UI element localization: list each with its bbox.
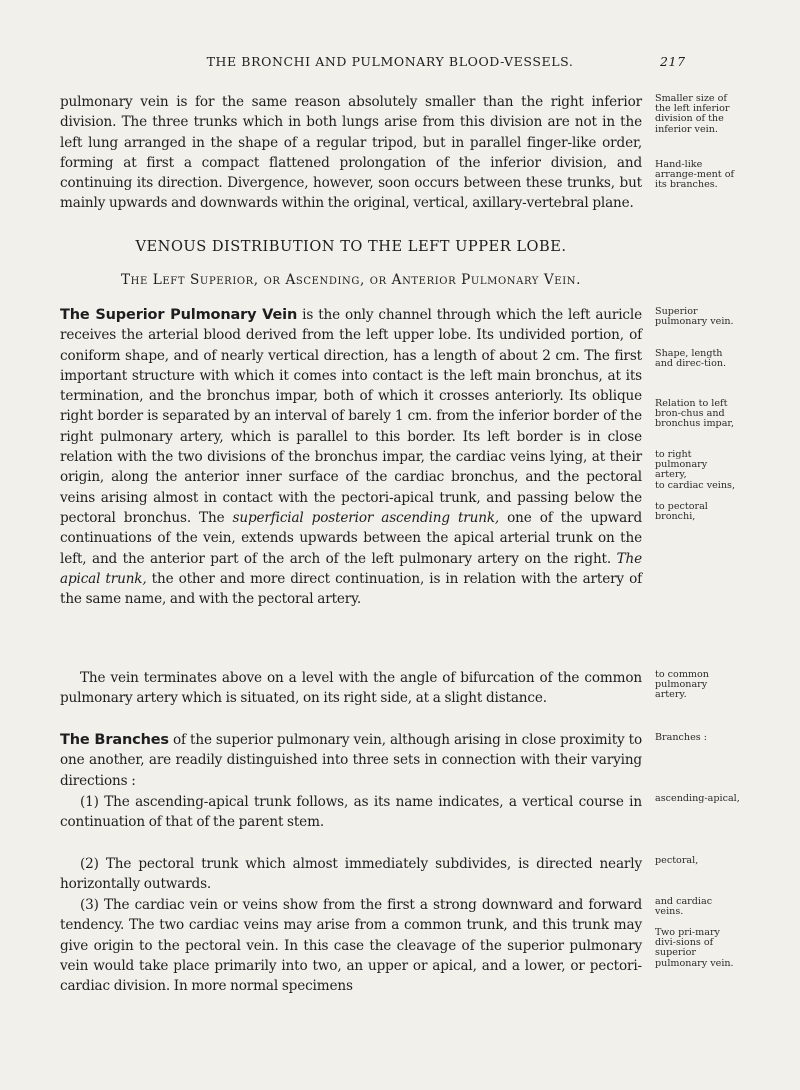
margin-note: to pectoral bronchi, xyxy=(655,501,708,523)
margin-note: to right pulmonary artery, xyxy=(655,449,708,481)
margin-note: ascending-apical, xyxy=(655,793,740,804)
section-heading: VENOUS DISTRIBUTION TO THE LEFT UPPER LOBE. xyxy=(135,238,567,255)
paragraph-lead: The Branches xyxy=(60,732,169,748)
paragraph-text: of the superior pulmonary vein, although arising in close proximity to one another, are readily distinguished into three sets in connection with their varying directions : xyxy=(60,732,642,789)
paragraph-branches xyxy=(60,730,642,791)
paragraph-text: is the only channel through which the left auricle receives the arterial blood derived from the left upper lobe. Its undivided portion, of coniform shape, and of nearly vertical direction, has a length of about 2 cm. The first important structure with which it comes into contact is the left main bronchus, at its termination, and the bronchus impar, both of which it crosses anteriorly. Its oblique right border is separated by an interval of barely 1 cm. from the inferior border of the right pulmonary artery, which is parallel to this border. Its left border is in close relation with the two divisions of the bronchus impar, the cardiac veins lying, at their origin, along the anterior inner surface of the cardiac bronchus, and the pectoral veins arising almost in contact with the pectori-apical trunk, and passing below the pectoral bronchus. The xyxy=(60,307,642,526)
italic-term: superficial posterior ascending trunk, xyxy=(232,509,500,526)
margin-note: Superior pulmonary vein. xyxy=(655,306,734,328)
page-number: 217 xyxy=(660,54,686,69)
margin-note: Shape, length and direc-tion. xyxy=(655,348,727,370)
margin-note: to common pulmonary artery. xyxy=(655,669,709,701)
margin-note: Hand-like arrange-ment of its branches. xyxy=(655,159,735,191)
margin-note: Branches : xyxy=(655,732,707,743)
margin-note: Smaller size of the left inferior division of the inferior vein. xyxy=(655,93,730,135)
paragraph-lead: The Superior Pulmonary Vein xyxy=(60,307,298,323)
italic-term: The apical trunk, xyxy=(60,550,642,587)
intro-paragraph: pulmonary vein is for the same reason absolutely smaller than the right inferior division. The three trunks which in both lungs arise from this division are not in the left lung arranged in the shape of a regular tripod, but in parallel finger-like order, forming at first a compact flattened prolongation of the inferior division, and continuing its direction. Divergence, however, soon occurs between these trunks, but mainly upwards and downwards within the original, vertical, axillary-vertebral plane. xyxy=(60,94,642,212)
margin-note: and cardiac veins. xyxy=(655,896,713,918)
margin-note: Two pri-mary divi-sions of superior pulmonary vein. xyxy=(655,927,734,969)
margin-note: to cardiac veins, xyxy=(655,480,736,491)
list-item: (1) The ascending-apical trunk follows, as its name indicates, a vertical course in continuation of that of the parent stem. xyxy=(60,794,642,831)
running-title: THE BRONCHI AND PULMONARY BLOOD-VESSELS. xyxy=(206,54,574,69)
list-item: (2) The pectoral trunk which almost immediately subdivides, is directed nearly horizontally outwards. xyxy=(60,856,642,893)
paragraph-termination: The vein terminates above on a level with the angle of bifurcation of the common pulmonary artery which is situated, on its right side, at a slight distance. xyxy=(60,670,642,707)
margin-note: pectoral, xyxy=(655,855,699,866)
list-item: (3) The cardiac vein or veins show from the first a strong downward and forward tendency. The two cardiac veins may arise from a common trunk, and this trunk may give origin to the pectoral vein. In this case the cleavage of the superior pulmonary vein would take place primarily into two, an upper or apical, and a lower, or pectori-cardiac division. In more normal specimens xyxy=(60,897,642,995)
sub-heading: The Left Superior, or Ascending, or Anterior Pulmonary Vein. xyxy=(120,272,582,288)
paragraph-text: the other and more direct continuation, is in relation with the artery of the same name, and with the pectoral artery. xyxy=(60,570,642,608)
paragraph-text: one of the upward continuations of the vein, extends upwards between the apical arterial trunk on the left, and the anterior part of the arch of the left pulmonary artery on the right. xyxy=(60,509,643,567)
paragraph-superior-vein xyxy=(60,305,642,609)
margin-note: Relation to left bron-chus and bronchus impar, xyxy=(655,398,734,430)
